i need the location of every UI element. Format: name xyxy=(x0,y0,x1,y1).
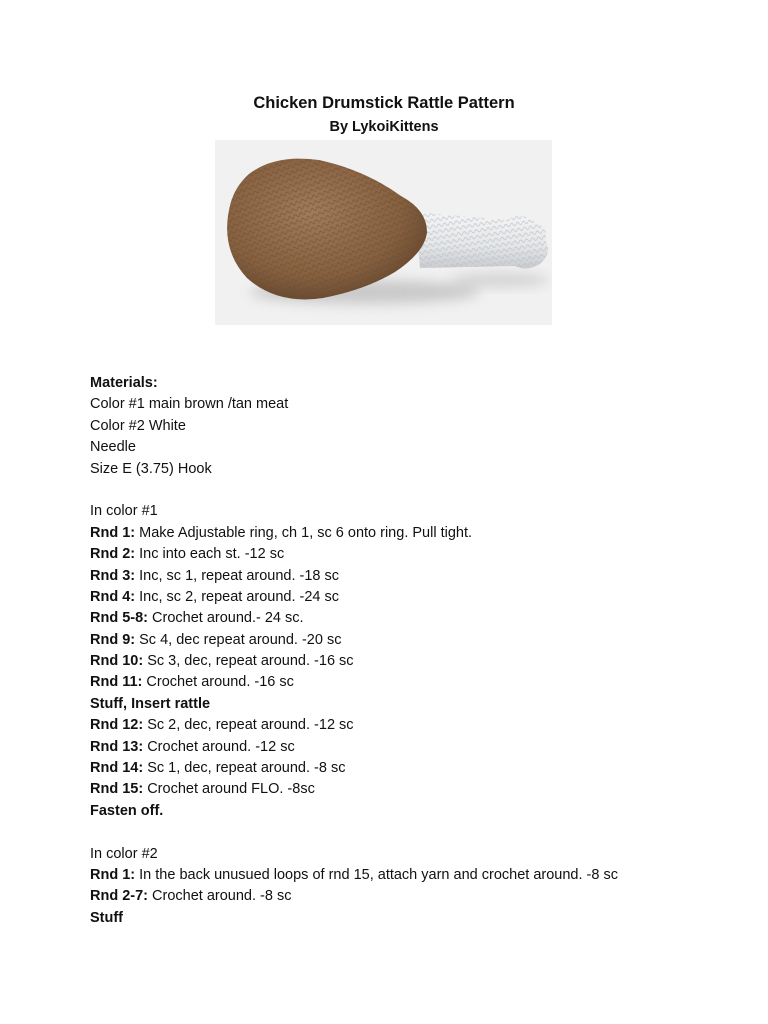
material-item: Needle xyxy=(90,439,136,456)
stuff-instruction: Stuff, Insert rattle xyxy=(90,695,211,712)
stuff-instruction: Stuff xyxy=(90,909,124,926)
round-step: Rnd 12: Sc 2, dec, repeat around. -12 sc xyxy=(90,717,354,734)
document-title: Chicken Drumstick Rattle Pattern xyxy=(253,94,515,112)
material-item: Color #2 White xyxy=(90,417,186,434)
color1-heading: In color #1 xyxy=(90,503,158,520)
round-step: Rnd 11: Crochet around. -16 sc xyxy=(90,674,294,691)
material-item: Color #1 main brown /tan meat xyxy=(90,396,289,413)
round-step: Rnd 2: Inc into each st. -12 sc xyxy=(90,546,285,563)
round-step: Rnd 15: Crochet around FLO. -8sc xyxy=(90,781,315,798)
round-step: Rnd 14: Sc 1, dec, repeat around. -8 sc xyxy=(90,760,346,777)
round-step: Rnd 3: Inc, sc 1, repeat around. -18 sc xyxy=(90,567,340,584)
round-step: Rnd 1: Make Adjustable ring, ch 1, sc 6 onto ring. Pull tight. xyxy=(90,524,473,541)
round-step: Rnd 1: In the back unusued loops of rnd 15, attach yarn and crochet around. -8 sc xyxy=(90,866,618,883)
author-byline: By LykoiKittens xyxy=(329,119,439,135)
blank-line xyxy=(90,822,730,843)
round-step: Rnd 13: Crochet around. -12 sc xyxy=(90,738,295,755)
round-step: Rnd 5-8: Crochet around.- 24 sc. xyxy=(90,610,304,627)
round-step: Rnd 9: Sc 4, dec repeat around. -20 sc xyxy=(90,631,342,648)
pattern-body xyxy=(90,373,730,929)
crochet-drumstick-photo-icon xyxy=(215,140,552,325)
round-step: Rnd 10: Sc 3, dec, repeat around. -16 sc xyxy=(90,653,354,670)
round-step: Rnd 4: Inc, sc 2, repeat around. -24 sc xyxy=(90,588,340,605)
material-item: Size E (3.75) Hook xyxy=(90,460,212,477)
fasten-off-instruction: Fasten off. xyxy=(90,802,164,819)
blank-line xyxy=(90,480,730,501)
color2-heading: In color #2 xyxy=(90,845,158,862)
drumstick-photo xyxy=(215,140,552,325)
round-step: Rnd 2-7: Crochet around. -8 sc xyxy=(90,888,292,905)
materials-heading: Materials: xyxy=(90,375,158,391)
